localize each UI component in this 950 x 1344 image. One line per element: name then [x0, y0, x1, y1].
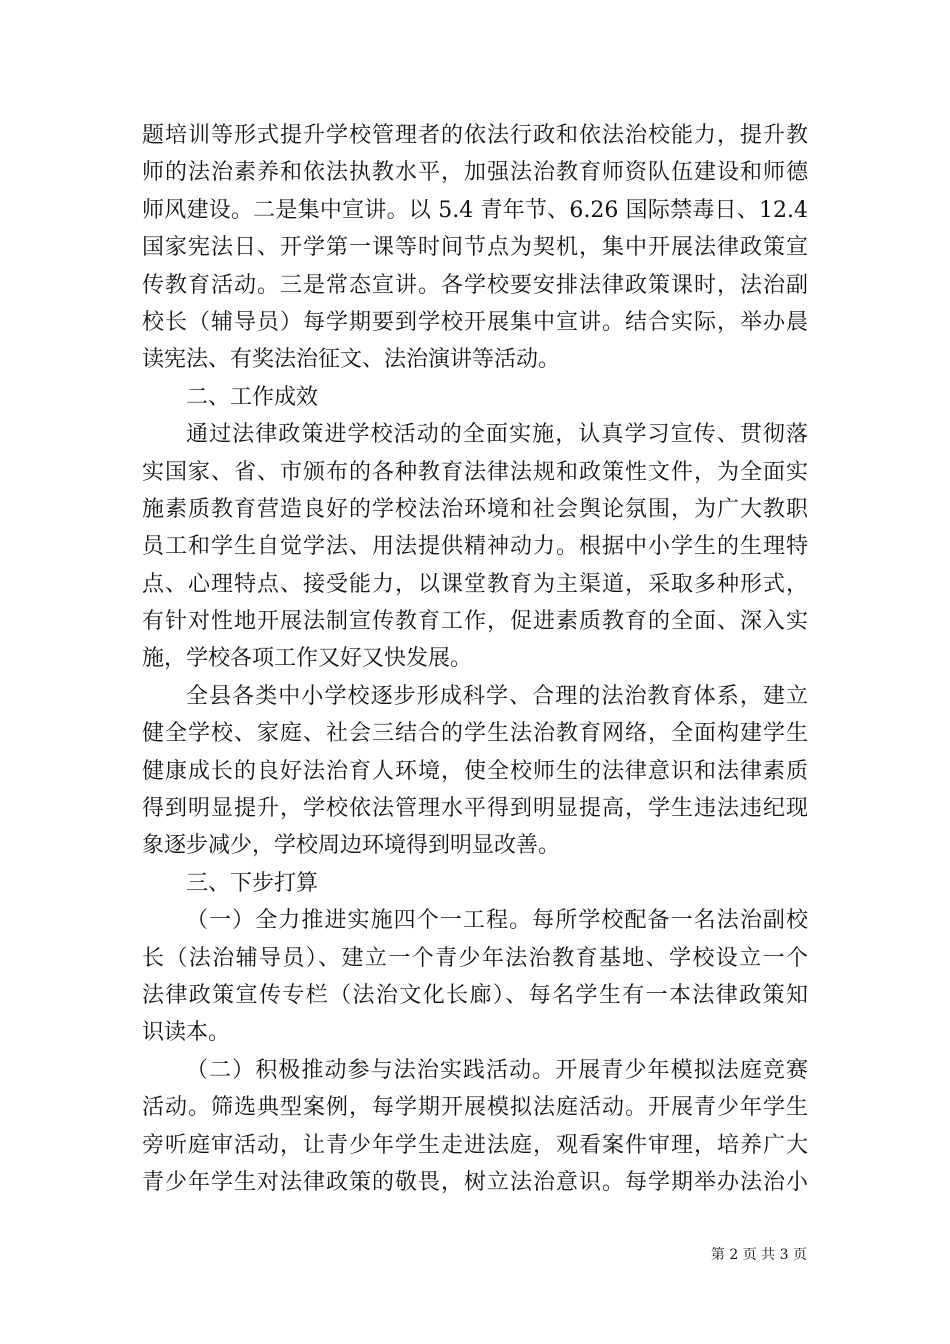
paragraph — [142, 1052, 808, 1202]
text-line: 点、心理特点、接受能力，以课堂教育为主渠道，采取多种形式， — [142, 571, 808, 597]
document-body — [142, 117, 808, 1201]
text-line: 师风建设。二是集中宣讲。以 5.4 青年节、6.26 国际禁毒日、12.4 — [142, 197, 808, 223]
text-line: 象逐步减少，学校周边环境得到明显改善。 — [142, 833, 561, 859]
text-line: 实国家、省、市颁布的各种教育法律法规和政策性文件，为全面实 — [142, 459, 808, 485]
text-line: 二、工作成效 — [186, 384, 319, 410]
text-line: 传教育活动。三是常态宣讲。各学校要安排法律政策课时，法治副 — [142, 272, 808, 298]
text-line: 通过法律政策进学校活动的全面实施，认真学习宣传、贯彻落 — [186, 422, 808, 448]
text-line: 师的法治素养和依法执教水平，加强法治教育师资队伍建设和师德 — [142, 160, 808, 186]
text-line: （二）积极推动参与法治实践活动。开展青少年模拟法庭竞赛 — [186, 1057, 808, 1083]
paragraph — [142, 902, 808, 1052]
text-line: 识读本。 — [142, 1020, 231, 1046]
paragraph — [142, 416, 808, 678]
section-heading — [142, 865, 808, 902]
text-line: 三、下步打算 — [186, 870, 319, 896]
text-line: 健全学校、家庭、社会三结合的学生法治教育网络，全面构建学生 — [142, 721, 808, 747]
text-line: 有针对性地开展法制宣传教育工作，促进素质教育的全面、深入实 — [142, 609, 808, 635]
text-line: 校长（辅导员）每学期要到学校开展集中宣讲。结合实际，举办晨 — [142, 309, 808, 335]
text-line: 全县各类中小学校逐步形成科学、合理的法治教育体系，建立 — [186, 683, 808, 709]
text-line: 国家宪法日、开学第一课等时间节点为契机，集中开展法律政策宣 — [142, 235, 808, 261]
page-number-footer: 第 2 页 共 3 页 — [710, 1247, 807, 1263]
text-line: 施素质教育营造良好的学校法治环境和社会舆论氛围，为广大教职 — [142, 496, 808, 522]
text-line: 读宪法、有奖法治征文、法治演讲等活动。 — [142, 347, 561, 373]
text-line: 活动。筛选典型案例，每学期开展模拟法庭活动。开展青少年学生 — [142, 1095, 808, 1121]
text-line: 长（法治辅导员）、建立一个青少年法治教育基地、学校设立一个 — [142, 945, 808, 971]
paragraph — [142, 678, 808, 865]
text-line: 健康成长的良好法治育人环境，使全校师生的法律意识和法律素质 — [142, 758, 808, 784]
text-line: 旁听庭审活动，让青少年学生走进法庭，观看案件审理，培养广大 — [142, 1132, 808, 1158]
text-line: 题培训等形式提升学校管理者的依法行政和依法治校能力，提升教 — [142, 123, 808, 148]
text-line: 青少年学生对法律政策的敬畏，树立法治意识。每学期举办法治小 — [142, 1169, 808, 1195]
text-line: 得到明显提升，学校依法管理水平得到明显提高，学生违法违纪现 — [142, 796, 808, 822]
text-line: （一）全力推进实施四个一工程。每所学校配备一名法治副校 — [186, 908, 808, 934]
text-line: 员工和学生自觉学法、用法提供精神动力。根据中小学生的生理特 — [142, 534, 808, 560]
text-line: 法律政策宣传专栏（法治文化长廊）、每名学生有一本法律政策知 — [142, 982, 808, 1008]
text-line: 施，学校各项工作又好又快发展。 — [142, 646, 473, 672]
section-heading — [142, 379, 808, 416]
paragraph — [142, 117, 808, 379]
